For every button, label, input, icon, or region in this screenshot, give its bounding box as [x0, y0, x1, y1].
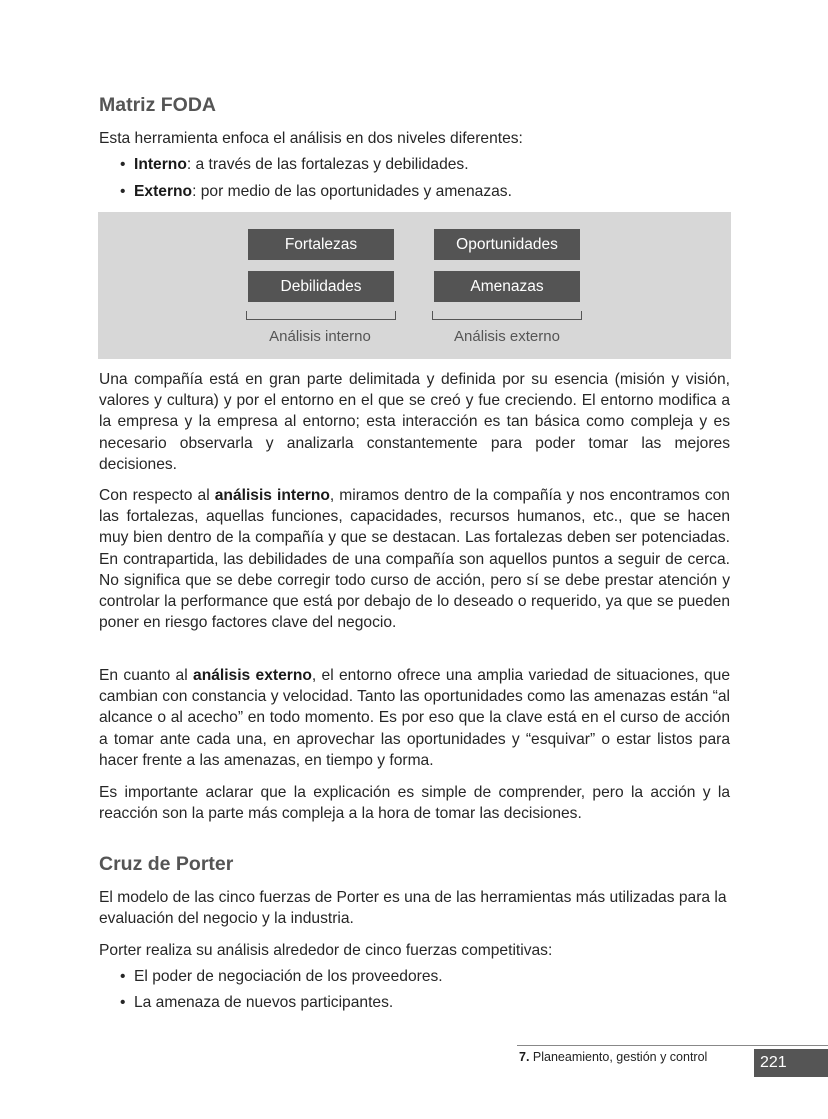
bullet-bold: Externo: [134, 183, 193, 200]
label-analisis-externo: Análisis externo: [454, 328, 560, 345]
page-number: 221: [754, 1049, 828, 1077]
footer-chapter: [519, 1050, 707, 1064]
bullet-interno: [120, 154, 469, 175]
text: , el entorno ofrece una amplia variedad de situaciones, que cambian con constancia y velocidad. Tanto las oportunidades como las amenazas están “al alcance o al acecho” en todo momento. Es por eso que la clave está en el curso de acción a tomar ante cada una, en aprovechar las oportunidades y “esquivar” o estar listos para hacer frente a las amenazas, en tiempo y forma.: [99, 667, 731, 769]
bracket-externo: [432, 311, 582, 320]
bullet-dot-icon: •: [120, 968, 126, 985]
bullet-dot-icon: •: [120, 156, 126, 173]
paragraph-importante: Es importante aclarar que la explicación es simple de comprender, pero la acción y la reacción son la parte más compleja a la hora de tomar las decisiones.: [99, 784, 730, 823]
paragraph-porter-fuerzas: Porter realiza su análisis alrededor de cinco fuerzas competitivas:: [99, 942, 553, 959]
chapter-number: 7.: [519, 1050, 530, 1064]
chapter-title: Planeamiento, gestión y control: [529, 1050, 708, 1064]
bullet-text: : por medio de las oportunidades y amenazas.: [192, 183, 512, 200]
bullet-proveedores: [120, 966, 443, 987]
bullet-text: : a través de las fortalezas y debilidades.: [186, 156, 469, 173]
bullet-externo: [120, 181, 512, 202]
paragraph-porter-modelo: El modelo de las cinco fuerzas de Porter es una de las herramientas más utilizadas para la evaluación del negocio y la industria.: [99, 889, 727, 928]
text: Con respecto al: [99, 487, 215, 504]
paragraph-analisis-interno: [99, 485, 730, 633]
box-fortalezas: Fortalezas: [248, 229, 394, 260]
bullet-text: El poder de negociación de los proveedores.: [134, 968, 443, 985]
bullet-text: La amenaza de nuevos participantes.: [134, 994, 394, 1011]
footer-divider: [517, 1045, 828, 1046]
bullet-nuevos-participantes: [120, 992, 393, 1013]
box-amenazas: Amenazas: [434, 271, 580, 302]
box-oportunidades: Oportunidades: [434, 229, 580, 260]
label-analisis-interno: Análisis interno: [269, 328, 371, 345]
foda-diagram: [98, 212, 731, 359]
bullet-bold: Interno: [134, 156, 187, 173]
intro-paragraph: Esta herramienta enfoca el análisis en dos niveles diferentes:: [99, 130, 523, 147]
bracket-interno: [246, 311, 396, 320]
section-title-matriz-foda: Matriz FODA: [99, 94, 216, 116]
bold-term: análisis externo: [193, 667, 312, 684]
paragraph-analisis-externo: [99, 665, 730, 771]
bold-term: análisis interno: [214, 487, 330, 504]
paragraph-compania: Una compañía está en gran parte delimitada y definida por su esencia (misión y visión, valores y cultura) y por el entorno en el que se creó y fue creciendo. El entorno modifica a la empresa y la empresa al entorno; esta interacción es tan básica como compleja y es necesario observarla y analizarla constantemente para poder tomar las mejores decisiones.: [99, 371, 730, 473]
text: , miramos dentro de la compañía y nos encontramos con las fortalezas, aquellas funciones, capacidades, recursos humanos, etc., que se hacen muy bien dentro de la compañía y que se destacan. Las fortalezas deben ser potenciadas. En contrapartida, las debilidades de una compañía son aquellos puntos a seguir de cerca. No significa que se debe corregir todo curso de acción, pero sí se debe prestar atención y controlar la performance que está por debajo de lo deseado o requerido, ya que se pueden poner en riesgo factores clave del negocio.: [99, 487, 730, 632]
bullet-dot-icon: •: [120, 183, 126, 200]
text: En cuanto al: [99, 667, 194, 684]
section-title-cruz-porter: Cruz de Porter: [99, 853, 234, 875]
box-debilidades: Debilidades: [248, 271, 394, 302]
bullet-dot-icon: •: [120, 994, 126, 1011]
